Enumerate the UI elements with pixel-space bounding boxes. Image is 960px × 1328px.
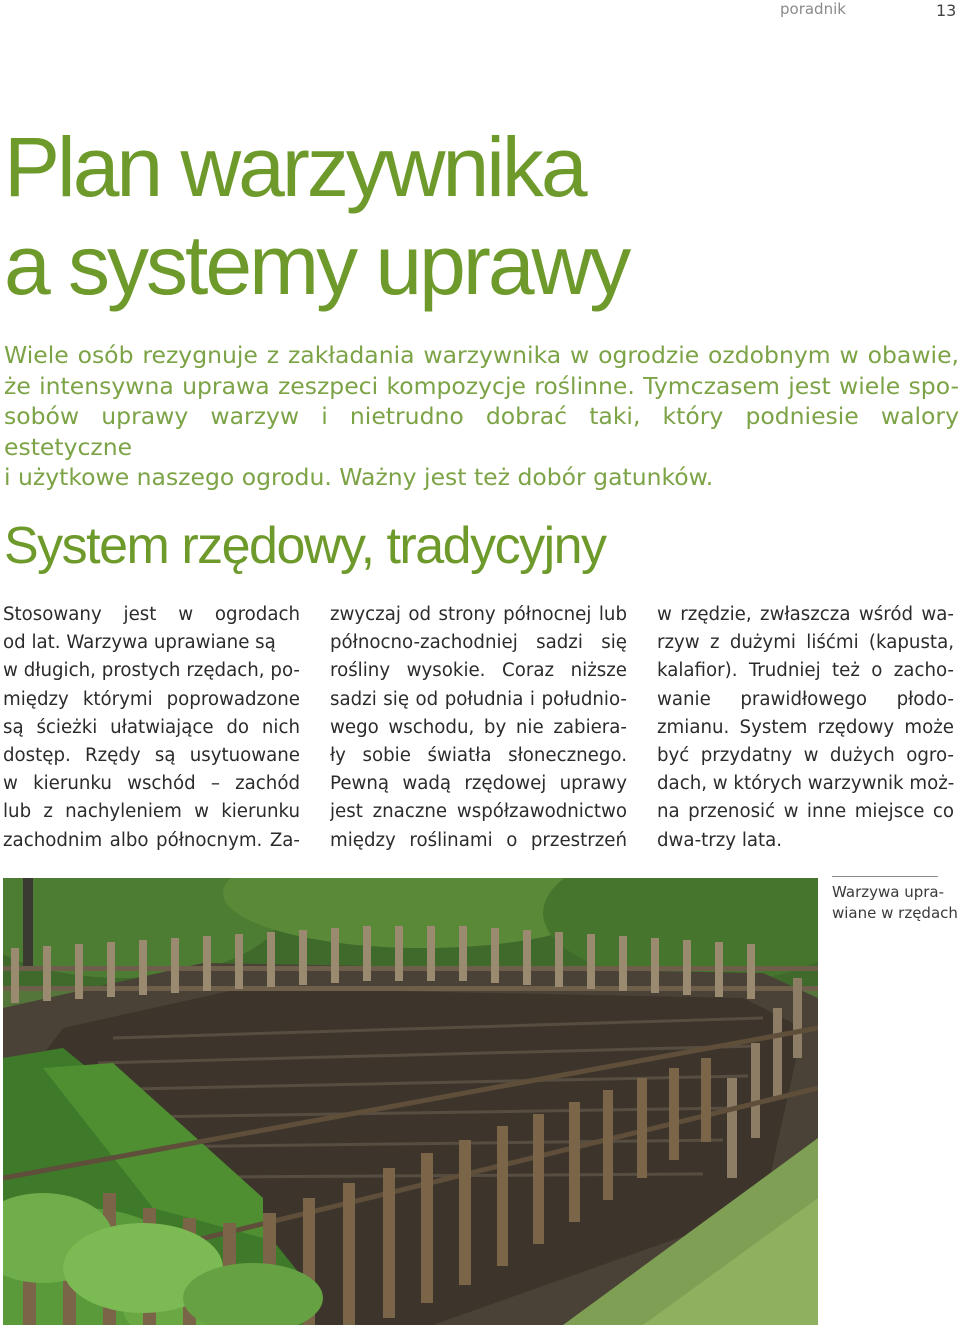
- page-title: [4, 118, 628, 314]
- column-line: od lat. Warzywa uprawiane są: [3, 632, 276, 654]
- caption-rule: [832, 876, 938, 877]
- lead-paragraph: [4, 340, 959, 493]
- running-header-section: poradnik: [780, 0, 846, 18]
- garden-photo: [3, 878, 818, 1325]
- column-line: rzyw z dużymi liśćmi (kapusta,: [657, 632, 954, 654]
- title-line: Plan warzywnika: [4, 120, 585, 214]
- photo-caption: [832, 882, 958, 924]
- column-line: kalafior). Trudniej też o zacho-: [657, 660, 954, 682]
- column-line: dach, w których warzywnik moż-: [657, 773, 954, 795]
- text-column-3: [657, 601, 954, 855]
- column-line: są ścieżki ułatwiające do nich: [3, 716, 300, 738]
- caption-line: Warzywa upra-: [832, 883, 945, 901]
- column-line: być przydatny w dużych ogro-: [657, 745, 954, 767]
- caption-line: wiane w rzędach: [832, 904, 958, 922]
- column-line: w długich, prostych rzędach, po-: [3, 660, 300, 682]
- column-line: zachodnim albo północnym. Za-: [3, 829, 300, 851]
- column-line: północno-zachodniej sadzi się: [330, 632, 627, 654]
- lead-line: Wiele osób rezygnuje z zakładania warzywnika w ogrodzie ozdobnym w obawie,: [4, 341, 959, 369]
- column-line: zmianu. System rzędowy może: [657, 716, 954, 738]
- text-column-1: [3, 601, 300, 855]
- lead-line: i użytkowe naszego ogrodu. Ważny jest też dobór gatunków.: [4, 463, 714, 491]
- column-line: między roślinami o przestrzeń: [330, 829, 627, 851]
- column-line: Stosowany jest w ogrodach: [3, 604, 300, 625]
- column-line: ły sobie światła słonecznego.: [330, 745, 627, 767]
- column-line: na przenosić w inne miejsce co: [657, 801, 954, 823]
- column-line: dostęp. Rzędy są usytuowane: [3, 745, 300, 767]
- page-number: 13: [936, 1, 957, 20]
- lead-line: że intensywna uprawa zeszpeci kompozycje roślinne. Tymczasem jest wiele spo-: [4, 371, 959, 400]
- lead-line: sobów uprawy warzyw i nietrudno dobrać taki, który podniesie walory estetyczne: [4, 402, 959, 461]
- column-line: w rzędzie, zwłaszcza wśród wa-: [657, 604, 954, 625]
- column-line: jest znaczne współzawodnictwo: [330, 801, 627, 823]
- column-line: dwa-trzy lata.: [657, 829, 783, 851]
- section-heading: System rzędowy, tradycyjny: [4, 517, 606, 575]
- title-line: a systemy uprawy: [4, 218, 629, 312]
- column-line: Pewną wadą rzędowej uprawy: [330, 773, 627, 795]
- column-line: lub z nachyleniem w kierunku: [3, 801, 300, 823]
- column-line: rośliny wysokie. Coraz niższe: [330, 660, 627, 682]
- column-line: wanie prawidłowego płodo-: [657, 688, 954, 710]
- column-line: zwyczaj od strony północnej lub: [330, 604, 627, 625]
- column-line: w kierunku wschód – zachód: [3, 773, 300, 795]
- column-line: sadzi się od południa i południo-: [330, 688, 627, 710]
- text-column-2: [330, 601, 627, 855]
- column-line: wego wschodu, by nie zabiera-: [330, 716, 627, 738]
- column-line: między którymi poprowadzone: [3, 688, 300, 710]
